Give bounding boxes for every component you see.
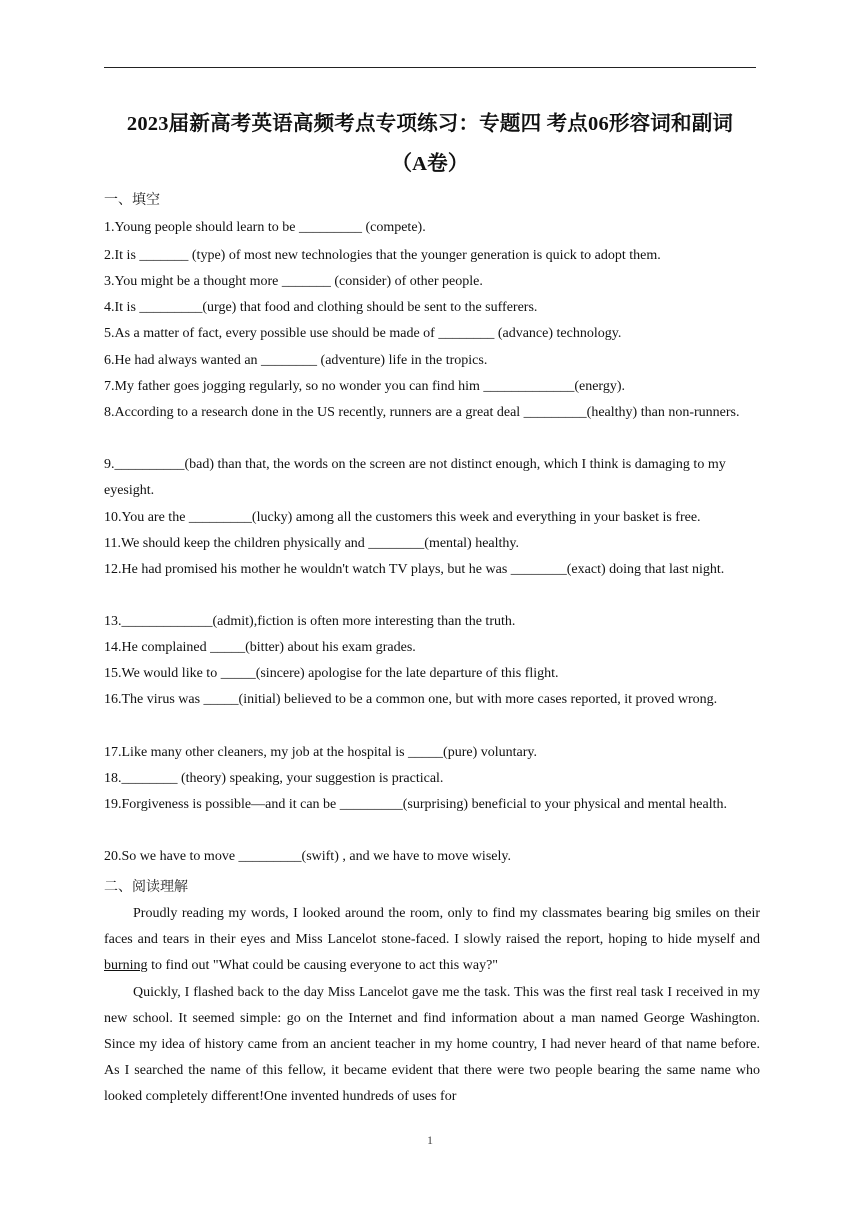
reading-paragraph-2: Quickly, I flashed back to the day Miss Lancelot gave me the task. This was the first real task I received in my new school. It seemed simple: go on the Internet and find information about a man named George Washington. Since my idea of history came from an ancient teacher in my home country, I had never heard of that name before. As I searched the name of this fellow, it became evident that there were two people bearing the same name who looked completely different!One invented hundreds of uses for bbox=[104, 985, 760, 1104]
reading-paragraph-1 bbox=[104, 901, 760, 979]
question-2: 2.It is _______ (type) of most new technologies that the younger generation is quick to adopt them. bbox=[104, 248, 661, 263]
question-16: 16.The virus was _____(initial) believed to be a common one, but with more cases reported, it proved wrong. bbox=[104, 692, 718, 707]
question-18: 18.________ (theory) speaking, your suggestion is practical. bbox=[104, 771, 444, 786]
question-19: 19.Forgiveness is possible—and it can be _________(surprising) beneficial to your physical and mental health. bbox=[104, 797, 728, 812]
question-17: 17.Like many other cleaners, my job at the hospital is _____(pure) voluntary. bbox=[104, 745, 537, 760]
question-9: 9.__________(bad) than that, the words on the screen are not distinct enough, which I think is damaging to my eyesight. bbox=[104, 457, 726, 498]
question-12: 12.He had promised his mother he wouldn't watch TV plays, but he was ________(exact) doing that last night. bbox=[104, 562, 725, 577]
question-6: 6.He had always wanted an ________ (adventure) life in the tropics. bbox=[104, 353, 488, 368]
document-title: 2023届新高考英语高频考点专项练习：专题四 考点06形容词和副词 bbox=[126, 113, 734, 135]
document-subtitle: （A卷） bbox=[391, 153, 469, 175]
question-14: 14.He complained _____(bitter) about his exam grades. bbox=[104, 640, 416, 655]
question-15: 15.We would like to _____(sincere) apologise for the late departure of this flight. bbox=[104, 666, 559, 681]
question-10: 10.You are the _________(lucky) among all the customers this week and everything in your basket is free. bbox=[104, 510, 701, 525]
question-1: 1.Young people should learn to be _________ (compete). bbox=[104, 220, 426, 235]
question-8: 8.According to a research done in the US recently, runners are a great deal _________(healthy) than non-runners. bbox=[104, 405, 740, 420]
header-rule bbox=[104, 67, 756, 68]
underlined-word: burning bbox=[104, 958, 148, 973]
question-3: 3.You might be a thought more _______ (consider) of other people. bbox=[104, 274, 483, 289]
question-20: 20.So we have to move _________(swift) , and we have to move wisely. bbox=[104, 849, 511, 864]
section-heading-fill-in: 一、填空 bbox=[104, 192, 160, 208]
reading-paragraph-1-text-b: to find out "What could be causing everyone to act this way?" bbox=[147, 958, 498, 973]
question-7: 7.My father goes jogging regularly, so no wonder you can find him _____________(energy). bbox=[104, 379, 626, 394]
question-5: 5.As a matter of fact, every possible use should be made of ________ (advance) technology. bbox=[104, 326, 622, 341]
page-number: 1 bbox=[427, 1133, 433, 1147]
question-4: 4.It is _________(urge) that food and clothing should be sent to the sufferers. bbox=[104, 300, 538, 315]
question-13: 13._____________(admit),fiction is often more interesting than the truth. bbox=[104, 614, 516, 629]
reading-paragraph-1-text-a: Proudly reading my words, I looked around the room, only to find my classmates bearing big smiles on their faces and tears in their eyes and Miss Lancelot stone-faced. I slowly raised the report, hoping to hide myself and bbox=[104, 906, 760, 947]
section-heading-reading: 二、阅读理解 bbox=[104, 879, 188, 895]
question-11: 11.We should keep the children physically and ________(mental) healthy. bbox=[104, 536, 520, 551]
